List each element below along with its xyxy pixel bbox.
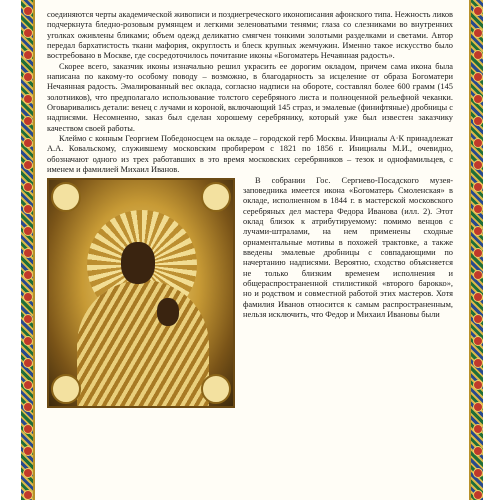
border-ornament-dot xyxy=(473,490,483,500)
virgin-face xyxy=(121,242,155,284)
border-ornament-dot xyxy=(473,28,483,38)
border-ornament-dot xyxy=(23,490,33,500)
border-ornament-dot xyxy=(473,116,483,126)
corner-medallion xyxy=(51,182,81,212)
border-ornament-dot xyxy=(23,314,33,324)
border-right-ornament xyxy=(471,0,483,500)
border-ornament-dot xyxy=(23,424,33,434)
paragraph: Клеймо с конным Георгием Победоносцем на окладе – городской герб Москвы. Инициалы А·К принадлежат А.А. Ковальскому, служившему московским пробирером с 1821 по 1856 г. Инициалы М.И., очевидно, обозначают одного из трех работавших в это время московских серебряников – тезок и однофамильцев, с именем и фамилией Михаил Иванов. xyxy=(47,134,453,175)
border-ornament-dot xyxy=(473,50,483,60)
border-ornament-dot xyxy=(473,314,483,324)
border-ornament-dot xyxy=(23,446,33,456)
border-ornament-dot xyxy=(473,402,483,412)
border-ornament-dot xyxy=(473,160,483,170)
border-ornament-dot xyxy=(23,182,33,192)
border-ornament-dot xyxy=(473,358,483,368)
border-ornament-dot xyxy=(473,182,483,192)
border-ornament-dot xyxy=(23,204,33,214)
paragraph: соединяются черты академической живописи и поздиегреческого иконописания афонского типа. Нежность ликов подчеркнута бледно-розовым румянцем и легкими зеленоватыми тенями; глаза со слезниками во внутренних уголках оживлены бликами; объем одежд деликатно смягчен тонкими золотыми разделками и светами. Автор передал бархатистость ткани мафория, округлость и блеск крупных жемчужин. Именно такое искусство было востребовано в Москве, где сосредоточилось почитание иконы «Богоматерь Нечаянная радость». xyxy=(47,10,453,61)
border-ornament-dot xyxy=(473,226,483,236)
border-ornament-dot xyxy=(473,72,483,82)
border-ornament-dot xyxy=(473,204,483,214)
border-ornament-dot xyxy=(23,468,33,478)
border-left-ornament xyxy=(21,0,33,500)
border-ornament-dot xyxy=(23,292,33,302)
border-ornament-dot xyxy=(473,446,483,456)
border-ornament-dot xyxy=(23,72,33,82)
border-ornament-dot xyxy=(23,6,33,16)
corner-medallion xyxy=(51,374,81,404)
border-ornament-dot xyxy=(473,468,483,478)
border-ornament-dot xyxy=(473,380,483,390)
border-ornament-dot xyxy=(23,226,33,236)
border-ornament-dot xyxy=(23,402,33,412)
border-ornament-dot xyxy=(23,116,33,126)
corner-medallion xyxy=(201,182,231,212)
child-face xyxy=(157,298,179,326)
border-ornament-dot xyxy=(473,6,483,16)
border-ornament-dot xyxy=(473,94,483,104)
border-ornament-dot xyxy=(473,248,483,258)
border-ornament-dot xyxy=(23,336,33,346)
border-ornament-dot xyxy=(473,336,483,346)
paragraph: В собрании Гос. Сергиево-Посадского музея-заповедника имеется икона «Богоматерь Смоленская» в окладе, исполненном в 1844 г. в мастерской московского серебряных дел мастера Федора Иванова (илл. 2). Этот оклад близок к атрибутируемому: помимо венцов с лучами-штралами, на нем применены сходные орнаментальные мотивы в похожей трактовке, а также введены эмалевые дробницы с совпадающими по начертанию надписями. Вероятно, сходство объясняется не только близким временем исполнения и общераспространенной стилистикой «второго барокко», но и родством и совместной работой этих мастеров. Хотя фамилия Иванов относится к самым распространенным, нельзя исключить, что Федор и Михаил Ивановы были xyxy=(243,175,453,319)
border-ornament-dot xyxy=(23,160,33,170)
corner-medallion xyxy=(201,374,231,404)
paragraph: Скорее всего, заказчик иконы изначально решил украсить ее дорогим окладом, причем сама икона была написана по какому-то особому поводу – возможно, в благодарность за исцеление от образа Богоматери Нечаянная радость. Эмалированный вес оклада, согласно надписи на обороте, составлял более 600 грамм (145 золотников), что предполагало использование толстого серебряного листа и полноценной рельефной чеканки. Оговаривались детали: венец с лучами и короной, включающий 145 страз, и эмалевые (финифтяные) дробницы с надписями. Несомненно, заказ был сделан хорошему серебрянику, который уже был известен заказчику качеством своей работы. xyxy=(47,61,453,133)
border-ornament-dot xyxy=(473,424,483,434)
border-ornament-dot xyxy=(473,138,483,148)
border-ornament-dot xyxy=(23,28,33,38)
text-body xyxy=(47,10,453,410)
icon-illustration xyxy=(47,178,235,408)
border-ornament-dot xyxy=(23,138,33,148)
border-ornament-dot xyxy=(23,358,33,368)
border-ornament-dot xyxy=(473,292,483,302)
border-ornament-dot xyxy=(23,50,33,60)
border-ornament-dot xyxy=(23,94,33,104)
border-ornament-dot xyxy=(473,270,483,280)
border-ornament-dot xyxy=(23,380,33,390)
oklad-robe xyxy=(77,280,209,408)
border-ornament-dot xyxy=(23,270,33,280)
border-ornament-dot xyxy=(23,248,33,258)
